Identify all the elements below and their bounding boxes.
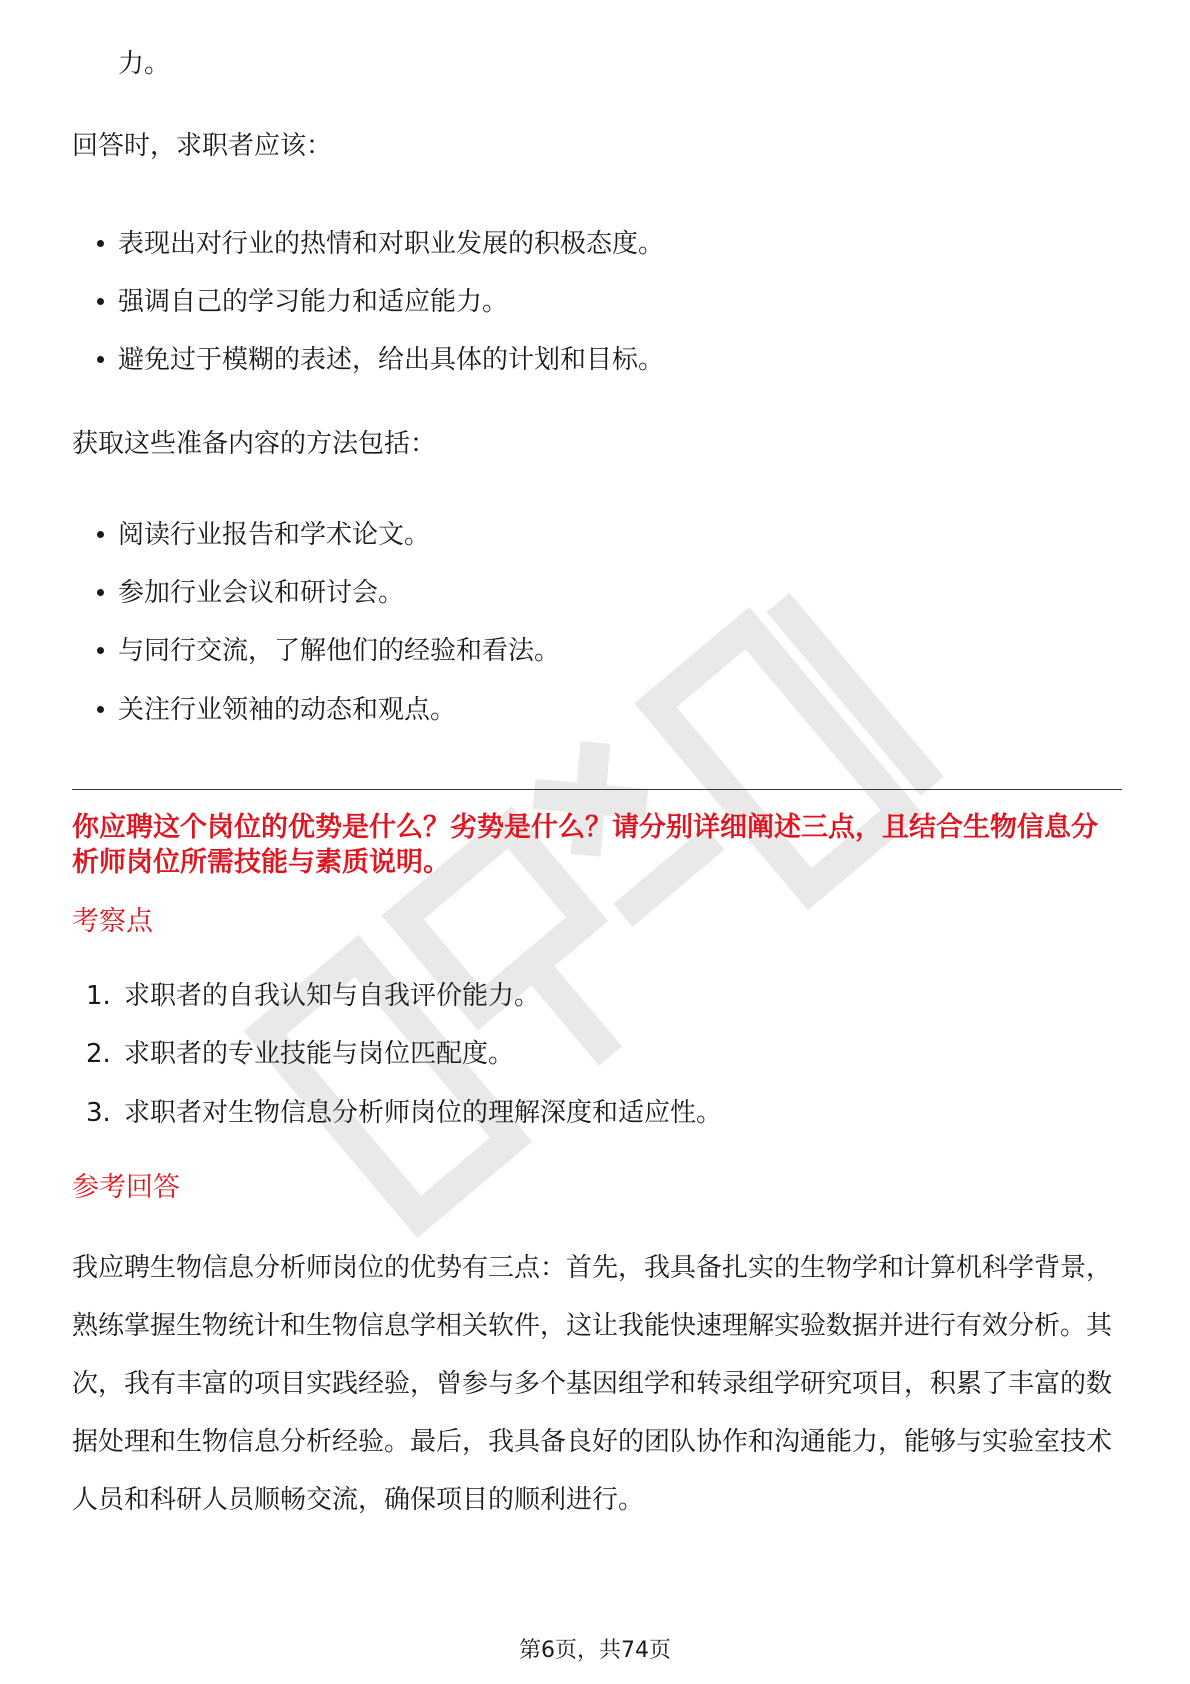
- bullet-dot: [97, 356, 104, 363]
- list-item: 求职者的专业技能与岗位匹配度。: [124, 1039, 515, 1069]
- question-title: 你应聘这个岗位的优势是什么？劣势是什么？请分别详细阐述三点，且结合生物信息分析师岗位所需技能与素质说明。: [72, 812, 1098, 878]
- list-item: 强调自己的学习能力和适应能力。: [118, 287, 509, 317]
- list-item: 关注行业领袖的动态和观点。: [118, 695, 457, 725]
- continuation-text: 力。: [118, 49, 171, 79]
- list-number: 1.: [86, 981, 111, 1011]
- bullet-dot: [97, 298, 104, 305]
- bullet-dot: [97, 647, 104, 654]
- list-item: 求职者对生物信息分析师岗位的理解深度和适应性。: [124, 1098, 723, 1128]
- list-item: 求职者的自我认知与自我评价能力。: [124, 981, 541, 1011]
- list-item: 表现出对行业的热情和对职业发展的积极态度。: [118, 229, 665, 259]
- list-number: 3.: [86, 1098, 111, 1128]
- list-item: 阅读行业报告和学术论文。: [118, 520, 431, 550]
- list-number: 2.: [86, 1039, 111, 1069]
- bullet-dot: [97, 706, 104, 713]
- bullet-dot: [97, 589, 104, 596]
- focus-heading: 考察点: [72, 906, 153, 937]
- reference-heading: 参考回答: [72, 1172, 180, 1203]
- bullet-dot: [97, 240, 104, 247]
- answer-intro: 回答时，求职者应该：: [72, 131, 333, 161]
- list-item: 与同行交流，了解他们的经验和看法。: [118, 636, 561, 666]
- list-item: 避免过于模糊的表述，给出具体的计划和目标。: [118, 345, 665, 375]
- reference-answer: 我应聘生物信息分析师岗位的优势有三点：首先，我具备扎实的生物学和计算机科学背景，熟练掌握生物统计和生物信息学相关软件，这让我能快速理解实验数据并进行有效分析。其次，我有丰富的项目实践经验，曾参与多个基因组学和转录组学研究项目，积累了丰富的数据处理和生物信息分析经验。最后，我具备良好的团队协作和沟通能力，能够与实验室技术人员和科研人员顺畅交流，确保项目的顺利进行。: [72, 1253, 1113, 1515]
- bullet-dot: [97, 531, 104, 538]
- section-divider: [72, 789, 1122, 790]
- list-item: 参加行业会议和研讨会。: [118, 578, 405, 608]
- page-number: 第6页，共74页: [519, 1638, 671, 1663]
- prep-intro: 获取这些准备内容的方法包括：: [72, 429, 437, 459]
